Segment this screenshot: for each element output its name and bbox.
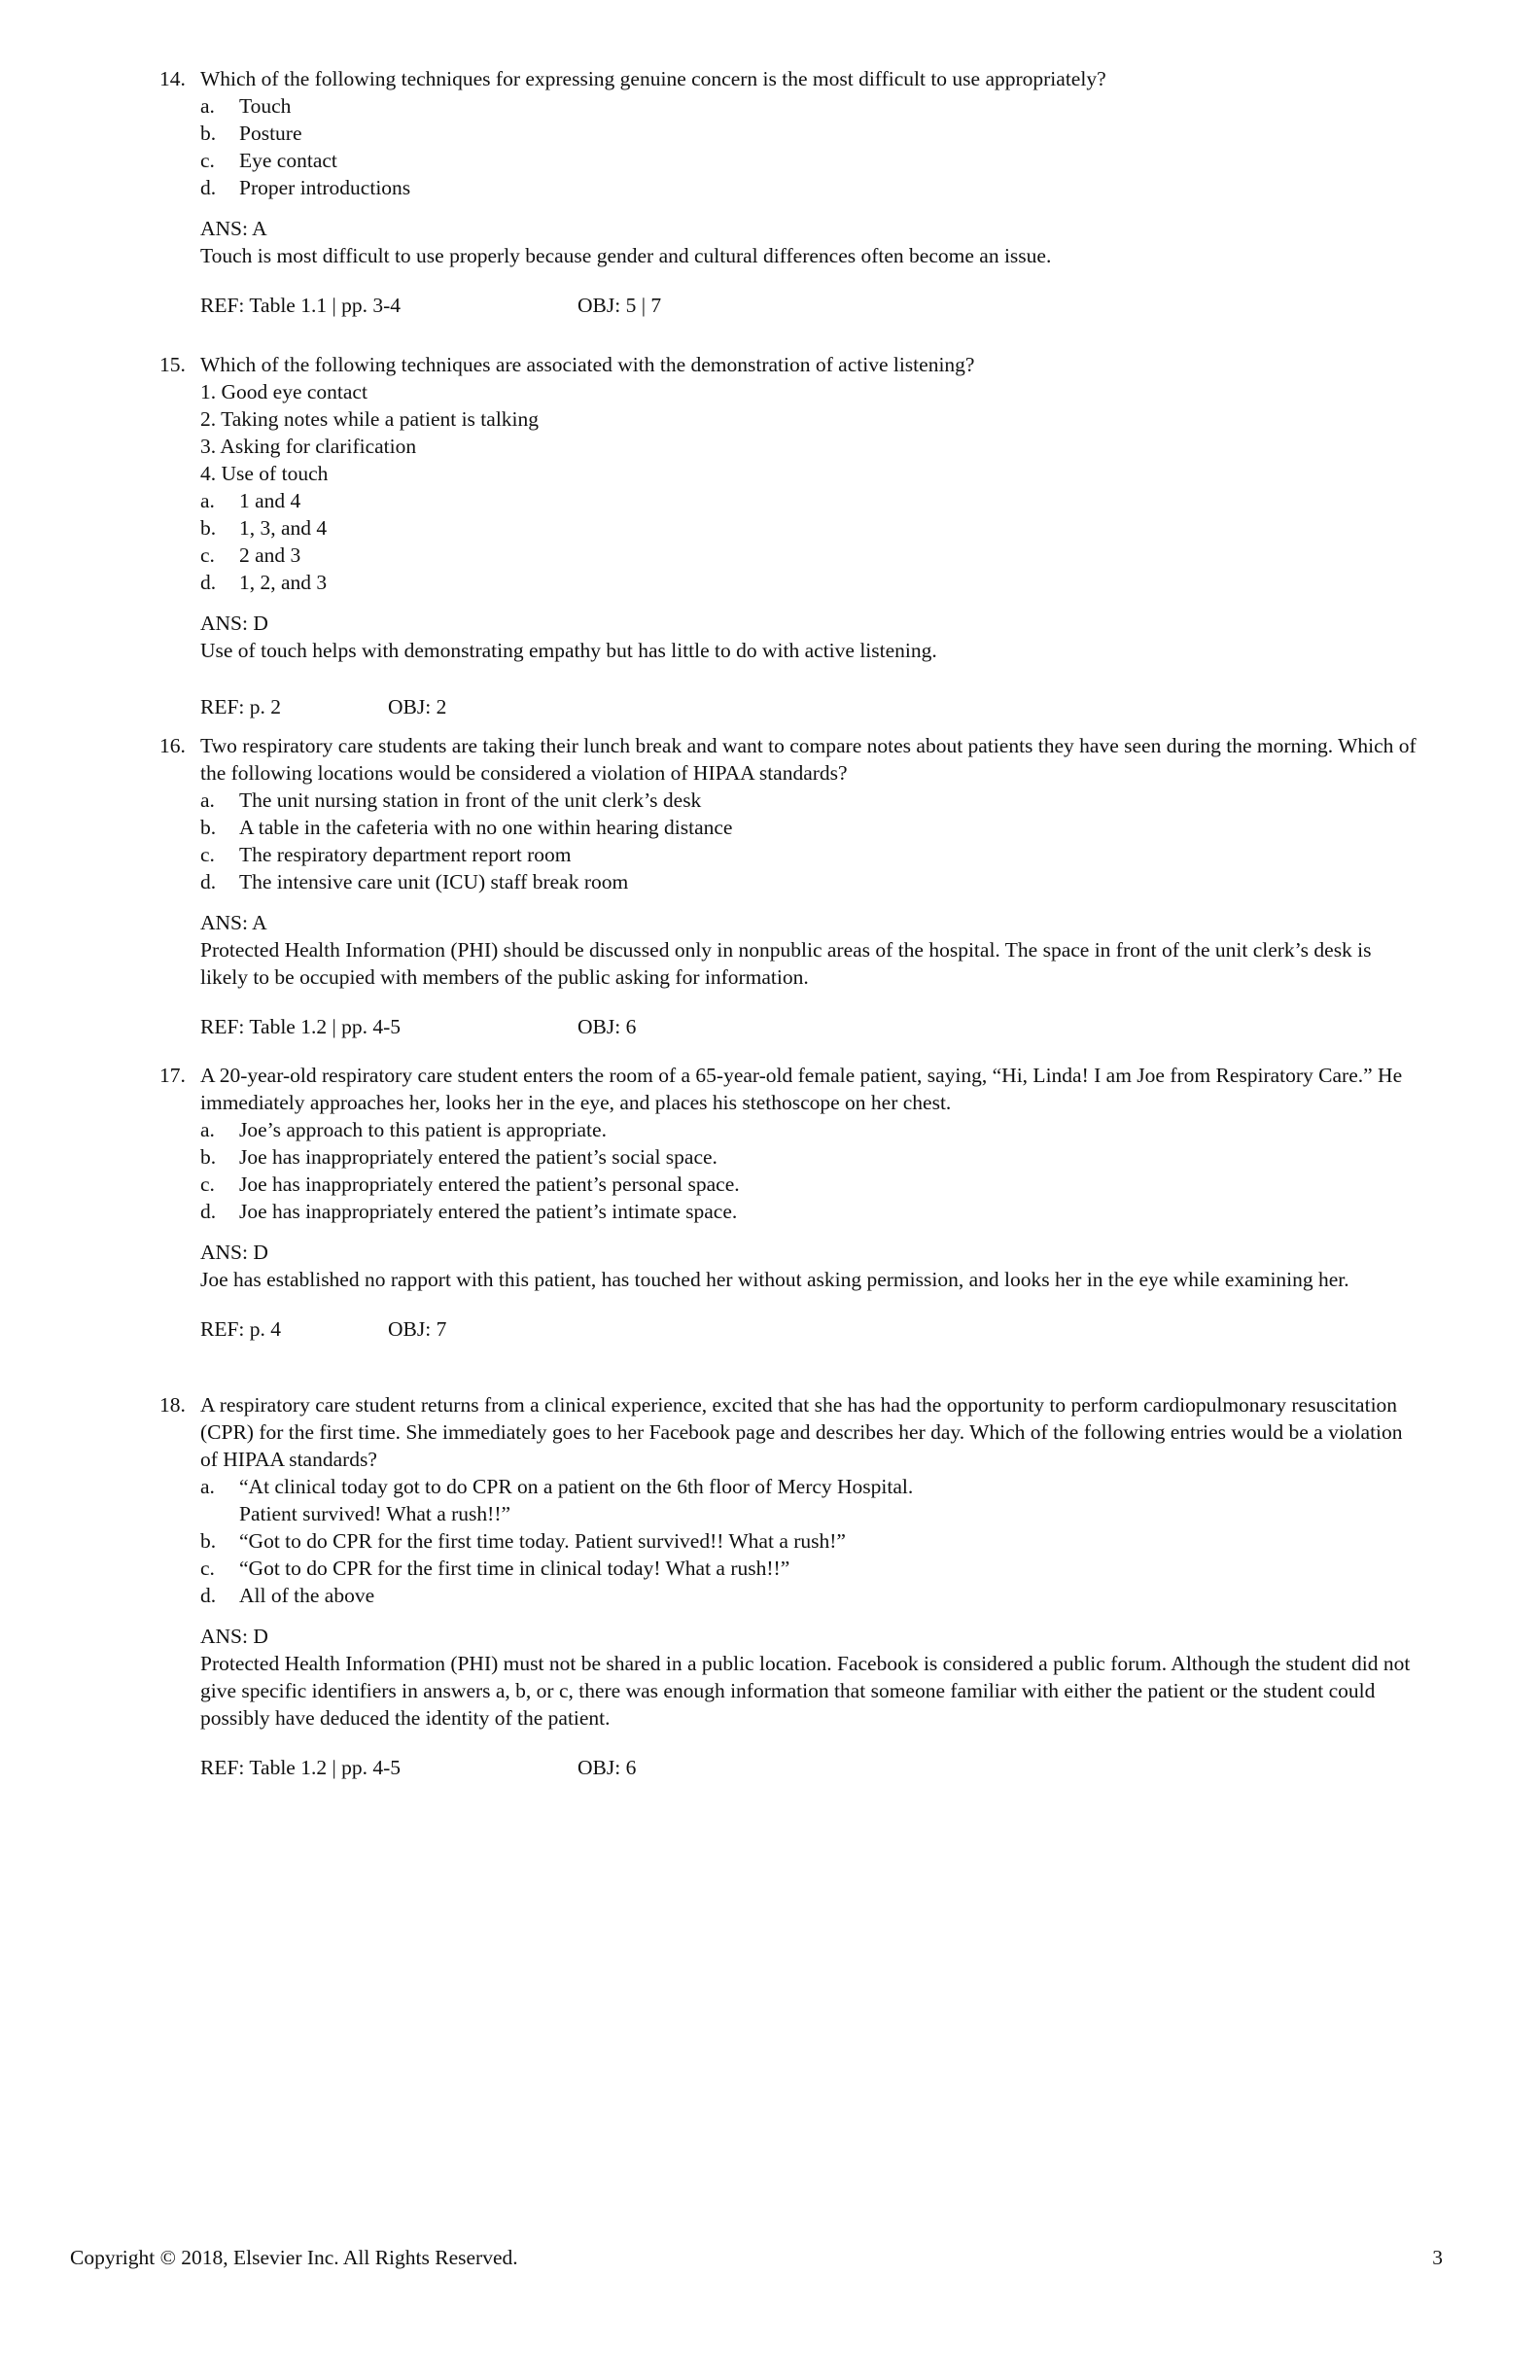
question-number: 18. (159, 1393, 186, 1417)
option-letter: b. (200, 1529, 217, 1553)
option-b (159, 1143, 1423, 1171)
reference-line (159, 1315, 1423, 1343)
option-letter: d. (200, 870, 217, 893)
answer-block (159, 1239, 1423, 1293)
reference: REF: Table 1.2 | pp. 4-5 (200, 1756, 402, 1779)
option-letter: d. (200, 1200, 217, 1223)
option-text: A table in the cafeteria with no one within hearing distance (239, 816, 733, 839)
option-c (159, 542, 1423, 569)
objective: OBJ: 5 | 7 (578, 294, 662, 317)
question-stem: Which of the following techniques for expressing genuine concern is the most difficult to use appropriately? (200, 67, 1106, 90)
question-14 (159, 65, 1423, 319)
question-18 (159, 1391, 1423, 1781)
option-a (159, 787, 1423, 814)
option-letter: a. (200, 489, 215, 512)
question-number: 16. (159, 734, 186, 757)
copyright-notice: Copyright © 2018, Elsevier Inc. All Rights Reserved. (70, 2246, 518, 2269)
option-text: Touch (239, 94, 292, 118)
option-letter: b. (200, 1145, 217, 1169)
option-d (159, 1198, 1423, 1225)
option-a (159, 92, 1423, 120)
option-letter: c. (200, 149, 215, 172)
option-text: The respiratory department report room (239, 843, 572, 866)
option-text-continued: Patient survived! What a rush!!” (239, 1502, 511, 1525)
answer-block (159, 1623, 1423, 1732)
question-16 (159, 732, 1423, 1040)
sub-item: 1. Good eye contact (200, 380, 368, 403)
question-15 (159, 351, 1423, 720)
question-number: 15. (159, 353, 186, 376)
reference: REF: p. 2 (200, 695, 282, 718)
question-number: 17. (159, 1064, 186, 1087)
answer-block (159, 610, 1423, 664)
answer-rationale: Protected Health Information (PHI) should be discussed only in nonpublic areas of the hospital. The space in front of the unit clerk’s desk is likely to be occupied with members of the public asking for information. (200, 938, 1372, 989)
answer-rationale: Use of touch helps with demonstrating empathy but has little to do with active listening. (200, 639, 937, 662)
reference-line (159, 292, 1423, 319)
option-text: “Got to do CPR for the first time in clinical today! What a rush!!” (239, 1557, 790, 1580)
option-c (159, 1171, 1423, 1198)
question-stem: A respiratory care student returns from a clinical experience, excited that she has had the opportunity to perform cardiopulmonary resuscitation (CPR) for the first time. She immediately goes to her Facebook page and describes her day. Which of the following entries would be a violation of HIPAA standards? (200, 1393, 1403, 1471)
option-c (159, 1555, 1423, 1582)
page-footer (70, 2244, 1443, 2271)
option-c (159, 147, 1423, 174)
sub-item: 3. Asking for clarification (200, 435, 417, 458)
option-d (159, 868, 1423, 895)
option-letter: d. (200, 176, 217, 199)
reference: REF: Table 1.2 | pp. 4-5 (200, 1015, 402, 1038)
answer-key: ANS: D (200, 1625, 268, 1648)
option-text: 1, 3, and 4 (239, 516, 328, 540)
answer-rationale: Touch is most difficult to use properly because gender and cultural differences often become an issue. (200, 244, 1052, 267)
answer-rationale: Protected Health Information (PHI) must not be shared in a public location. Facebook is considered a public forum. Although the student did not give specific identifiers in answers a, b, or c, there was enough information that someone familiar with either the patient or the student could possibly have deduced the identity of the patient. (200, 1652, 1411, 1730)
option-d (159, 569, 1423, 596)
option-text: “At clinical today got to do CPR on a patient on the 6th floor of Mercy Hospital. (239, 1475, 914, 1498)
option-b (159, 814, 1423, 841)
option-text: Joe’s approach to this patient is appropriate. (239, 1118, 607, 1141)
option-c (159, 841, 1423, 868)
objective: OBJ: 7 (388, 1317, 447, 1341)
option-a (159, 1116, 1423, 1143)
option-d (159, 1582, 1423, 1609)
objective: OBJ: 6 (578, 1015, 637, 1038)
objective: OBJ: 6 (578, 1756, 637, 1779)
option-letter: a. (200, 1475, 215, 1498)
answer-block (159, 215, 1423, 269)
option-text: Posture (239, 122, 302, 145)
question-17 (159, 1062, 1423, 1343)
option-text: “Got to do CPR for the first time today. Patient survived!! What a rush!” (239, 1529, 846, 1553)
option-d (159, 174, 1423, 201)
question-stem: Two respiratory care students are taking their lunch break and want to compare notes about patients they have seen during the morning. Which of the following locations would be considered a violation of HIPAA standards? (200, 734, 1417, 785)
option-letter: a. (200, 1118, 215, 1141)
option-text: Joe has inappropriately entered the patient’s personal space. (239, 1172, 740, 1196)
question-number: 14. (159, 67, 186, 90)
option-letter: b. (200, 516, 217, 540)
reference: REF: p. 4 (200, 1317, 282, 1341)
option-letter: c. (200, 843, 215, 866)
reference: REF: Table 1.1 | pp. 3-4 (200, 294, 402, 317)
answer-key: ANS: A (200, 217, 267, 240)
option-text: Proper introductions (239, 176, 411, 199)
answer-key: ANS: D (200, 612, 268, 635)
option-letter: a. (200, 94, 215, 118)
question-stem: Which of the following techniques are associated with the demonstration of active listening? (200, 353, 975, 376)
sub-item: 4. Use of touch (200, 462, 329, 485)
option-letter: b. (200, 816, 217, 839)
option-letter: c. (200, 1557, 215, 1580)
reference-line (159, 1013, 1423, 1040)
reference-line (159, 693, 1423, 720)
option-text: The intensive care unit (ICU) staff break room (239, 870, 629, 893)
option-text: Joe has inappropriately entered the patient’s intimate space. (239, 1200, 738, 1223)
option-b (159, 514, 1423, 542)
option-letter: c. (200, 543, 215, 567)
option-letter: a. (200, 788, 215, 812)
option-letter: d. (200, 1584, 217, 1607)
answer-key: ANS: A (200, 911, 267, 934)
sub-item: 2. Taking notes while a patient is talking (200, 407, 540, 431)
option-text: 1, 2, and 3 (239, 571, 328, 594)
option-letter: c. (200, 1172, 215, 1196)
option-b (159, 120, 1423, 147)
option-text: 1 and 4 (239, 489, 301, 512)
reference-line (159, 1754, 1423, 1781)
page-number: 3 (1432, 2246, 1443, 2269)
option-a (159, 487, 1423, 514)
option-text: Eye contact (239, 149, 337, 172)
answer-block (159, 909, 1423, 991)
answer-key: ANS: D (200, 1241, 268, 1264)
option-letter: d. (200, 571, 217, 594)
answer-rationale: Joe has established no rapport with this patient, has touched her without asking permission, and looks her in the eye while examining her. (200, 1268, 1349, 1291)
option-letter: b. (200, 122, 217, 145)
option-text: 2 and 3 (239, 543, 301, 567)
option-text: The unit nursing station in front of the unit clerk’s desk (239, 788, 702, 812)
option-text: Joe has inappropriately entered the patient’s social space. (239, 1145, 718, 1169)
option-a (159, 1473, 1423, 1527)
option-text: All of the above (239, 1584, 375, 1607)
objective: OBJ: 2 (388, 695, 447, 718)
option-b (159, 1527, 1423, 1555)
question-stem: A 20-year-old respiratory care student enters the room of a 65-year-old female patient, saying, “Hi, Linda! I am Joe from Respiratory Care.” He immediately approaches her, looks her in the eye, and places his stethoscope on her chest. (200, 1064, 1403, 1114)
